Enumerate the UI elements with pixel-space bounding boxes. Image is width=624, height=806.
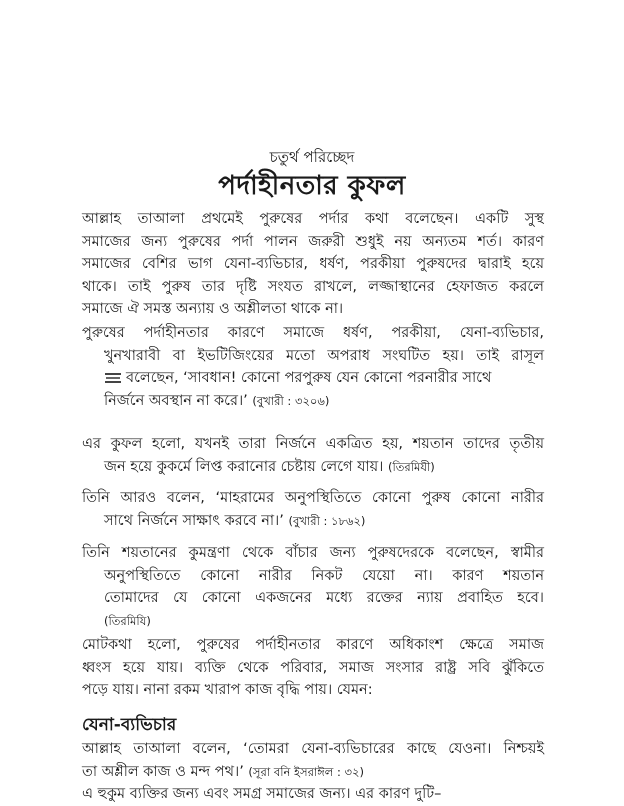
text-line: মোটকথা হলো, পুরুষের পর্দাহীনতার কারণে অধিকাংশ ক্ষেত্রে সমাজ [82,637,544,653]
text-line [82,456,544,479]
text-line: তিনি আরও বলেন, ‘মাহরামের অনুপস্থিতিতে কোনো পুরুষ কোনো নারীর [82,490,544,506]
text-line: খুনখারাবী বা ইভটিজিংয়ের মতো অপরাধ সংঘটিত হয়। তাই রাসূল [104,347,544,364]
pbuh-calligraphy-icon [104,372,122,384]
citation: (তিরমিযী) [387,459,435,474]
quote-text: তা অশ্লীল কাজ ও মন্দ পথ।’ [82,763,244,780]
text-line: আল্লাহ তাআলা বলেন, ‘তোমরা যেনা-ব্যভিচারের কাছে যেওনা। নিশ্চয়ই [82,741,544,757]
text-line: সমাজের বেশির ভাগ যেনা-ব্যভিচার, ধর্ষণ, পরকীয়া পুরুষদের দ্বারাই হয়ে [82,256,544,272]
text-line: সমাজে ঐ সমস্ত অন্যায় ও অশ্লীলতা থাকে না। [82,301,344,317]
text-line: ধ্বংস হয়ে যায়। ব্যক্তি থেকে পরিবার, সমাজ সংসার রাষ্ট্র সবি ঝুঁকিতে [82,659,544,676]
paragraph-3 [82,433,544,478]
citation: (বুখারী : ৩২০৬) [252,393,330,408]
text-line: সমাজের জন্য পুরুষের পর্দা পালন জরুরী শুধুই নয় অন্যতম শর্ত। কারণ [82,233,544,250]
text-line: আল্লাহ তাআলা প্রথমেই পুরুষের পর্দার কথা বলেছেন। একটি সুস্থ [82,211,544,227]
chapter-label: চতুর্থ পরিচ্ছেদ [269,148,355,166]
text-segment: জন হয়ে কুকর্মে লিপ্ত করানোর চেষ্টায় লেগে যায়। [104,458,384,475]
chapter-title: পর্দাহীনতার কুফল [218,171,406,201]
paragraph-5 [82,542,544,632]
text-line: থাকে। তাই পুরুষ তার দৃষ্টি সংযত রাখলে, লজ্জাস্থানের হেফাজত করলে [82,278,544,295]
text-line-cut: এ হুকুম ব্যক্তির জন্য এবং সমগ্র সমাজের জন্য। এর কারণ দুটি– [82,786,442,802]
text-line: তোমাদের যে কোনো একজনের মধ্যে রক্তের ন্যায় প্রবাহিত হবে। [104,590,544,606]
quote-text: নির্জনে অবস্থান না করে।’ [104,392,248,409]
text-line: পড়ে যায়। নানা রকম খারাপ কাজ বৃদ্ধি পায়। যেমন: [82,682,373,698]
paragraph-2 [82,322,544,412]
text-line [82,510,544,533]
section-heading: যেনা-ব্যভিচার [82,715,177,735]
text-line: এর কুফল হলো, যখনই তারা নির্জনে একত্রিত হয়, শয়তান তাদের তৃতীয় [82,436,544,452]
text-line: তিনি শয়তানের কুমন্ত্রণা থেকে বাঁচার জন্য পুরুষদেরকে বলেছেন, স্বামীর [82,545,544,561]
paragraph-1 [82,208,544,321]
paragraph-4 [82,487,544,532]
text-line: পুরুষের পর্দাহীনতার কারণে সমাজে ধর্ষণ, পরকীয়া, যেনা-ব্যভিচার, [82,325,544,341]
text-line [82,761,544,784]
quote-text: সাথে নির্জনে সাক্ষাৎ করবে না।’ [104,512,284,529]
citation: (বুখারী : ১৮৬২) [288,513,366,528]
text-line: অনুপস্থিতিতে কোনো নারীর নিকট যেয়ো না। কারণ শয়তান [104,567,544,584]
section-paragraph [82,738,544,806]
text-segment: বলেছেন, ‘সাবধান! কোনো পরপুরুষ যেন কোনো পরনারীর সাথে [126,370,492,386]
citation: (সূরা বনি ইসরাঈল : ৩২) [248,764,364,779]
text-line [82,390,544,413]
citation: (তিরমিযি) [104,613,151,628]
paragraph-6 [82,634,544,702]
text-line-with-icon [82,367,544,390]
